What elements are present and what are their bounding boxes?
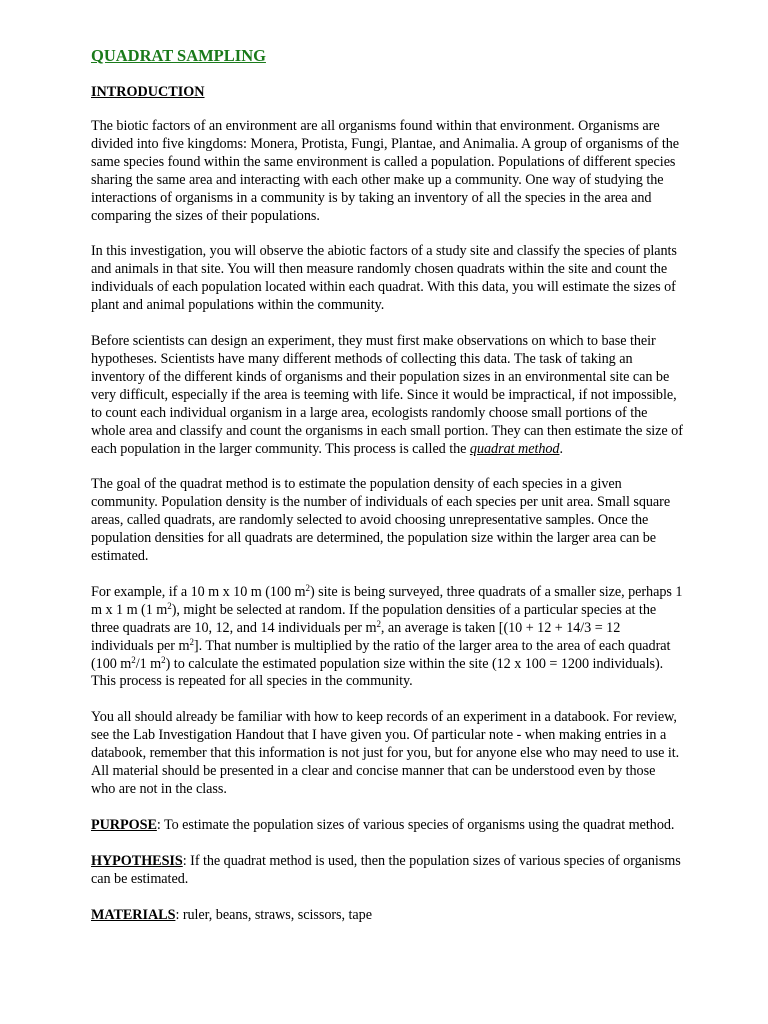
materials-label: MATERIALS bbox=[91, 906, 176, 923]
hypothesis-label: HYPOTHESIS bbox=[91, 852, 183, 869]
intro-paragraph-5 bbox=[91, 584, 683, 691]
materials-text: : ruler, beans, straws, scissors, tape bbox=[175, 906, 372, 923]
superscript: 2 bbox=[167, 600, 172, 611]
superscript: 2 bbox=[161, 654, 166, 665]
intro-paragraph-6: You all should already be familiar with how to keep records of an experiment in a databook. For review, see the Lab Investigation Handout that I have given you. Of particular note - when making entries in a databook, remember that this information is not just for you, but for anyone else who may need to use it. All material should be presented in a clear and concise manner that can be understood even by those who are not in the class. bbox=[91, 709, 680, 797]
purpose-text: : To estimate the population sizes of various species of organisms using the quadrat method. bbox=[156, 816, 675, 833]
hypothesis-text: : If the quadrat method is used, then the population sizes of various species of organisms can be estimated. bbox=[91, 852, 681, 887]
materials-section bbox=[91, 907, 683, 925]
paragraph-3-end: . bbox=[559, 440, 563, 457]
example-text-4: , an average is taken [(10 + 12 + 14/3 = 12 individuals per m bbox=[91, 619, 621, 654]
intro-paragraph-1: The biotic factors of an environment are all organisms found within that environment. Organisms are divided into five kingdoms: Monera, Protista, Fungi, Plantae, and Animalia. A group of organisms of the same species found within the same environment is called a population. Populations of different species sharing the same area and interacting with each other make up a community. One way of studying the interactions of organisms in a community is by taking an inventory of all the species in the area and comparing the sizes of their populations. bbox=[91, 118, 680, 224]
paragraph-3-text: Before scientists can design an experiment, they must first make observations on which to base their hypotheses. Scientists have many different methods of collecting this data. The task of taking an inventory of the different kinds of organisms and their population sizes in an environmental site can be very difficult, especially if the area is teeming with life. Since it would be impractical, if not impossible, to count each individual organism in a large area, ecologists randomly choose small portions of the whole area and classify and count the organisms in each small portion. They can then estimate the size of each population in the larger community. This process is called the bbox=[91, 333, 683, 457]
purpose-label: PURPOSE bbox=[91, 816, 157, 833]
example-text-7: ) to calculate the estimated population size within the site (12 x 100 = 1200 individuals). This process is repeated for all species in the community. bbox=[91, 655, 664, 690]
quadrat-method-term: quadrat method bbox=[469, 440, 560, 457]
introduction-heading: INTRODUCTION bbox=[91, 84, 205, 100]
intro-paragraph-3 bbox=[91, 333, 683, 458]
example-text-5: ]. That number is multiplied by the ratio of the larger area to the area of each quadrat (100 m bbox=[91, 637, 671, 672]
superscript: 2 bbox=[131, 654, 136, 665]
hypothesis-section bbox=[91, 853, 683, 889]
superscript: 2 bbox=[305, 582, 310, 593]
superscript: 2 bbox=[376, 618, 381, 629]
document-page bbox=[91, 46, 683, 943]
example-text-1: For example, if a 10 m x 10 m (100 m bbox=[91, 583, 306, 600]
intro-paragraph-4: The goal of the quadrat method is to estimate the population density of each species in a given community. Population density is the number of individuals of each species per unit area. Small square areas, called quadrats, are randomly selected to avoid choosing unrepresentative samples. Once the population densities for all quadrats are determined, the population size within the larger area can be estimated. bbox=[91, 476, 671, 565]
superscript: 2 bbox=[189, 636, 194, 647]
example-text-3: ), might be selected at random. If the population densities of a particular species at the three quadrats are 10, 12, and 14 individuals per m bbox=[91, 601, 657, 636]
example-text-2: ) site is being surveyed, three quadrats of a smaller size, perhaps 1 m x 1 m (1 m bbox=[91, 583, 683, 618]
example-text-6: /1 m bbox=[135, 655, 162, 672]
document-title: QUADRAT SAMPLING bbox=[91, 46, 266, 65]
purpose-section bbox=[91, 817, 683, 835]
intro-paragraph-2: In this investigation, you will observe the abiotic factors of a study site and classify the species of plants and animals in that site. You will then measure randomly chosen quadrats within the site and count the individuals of each population located within each quadrat. With this data, you will estimate the sizes of plant and animal populations within the community. bbox=[91, 243, 677, 314]
